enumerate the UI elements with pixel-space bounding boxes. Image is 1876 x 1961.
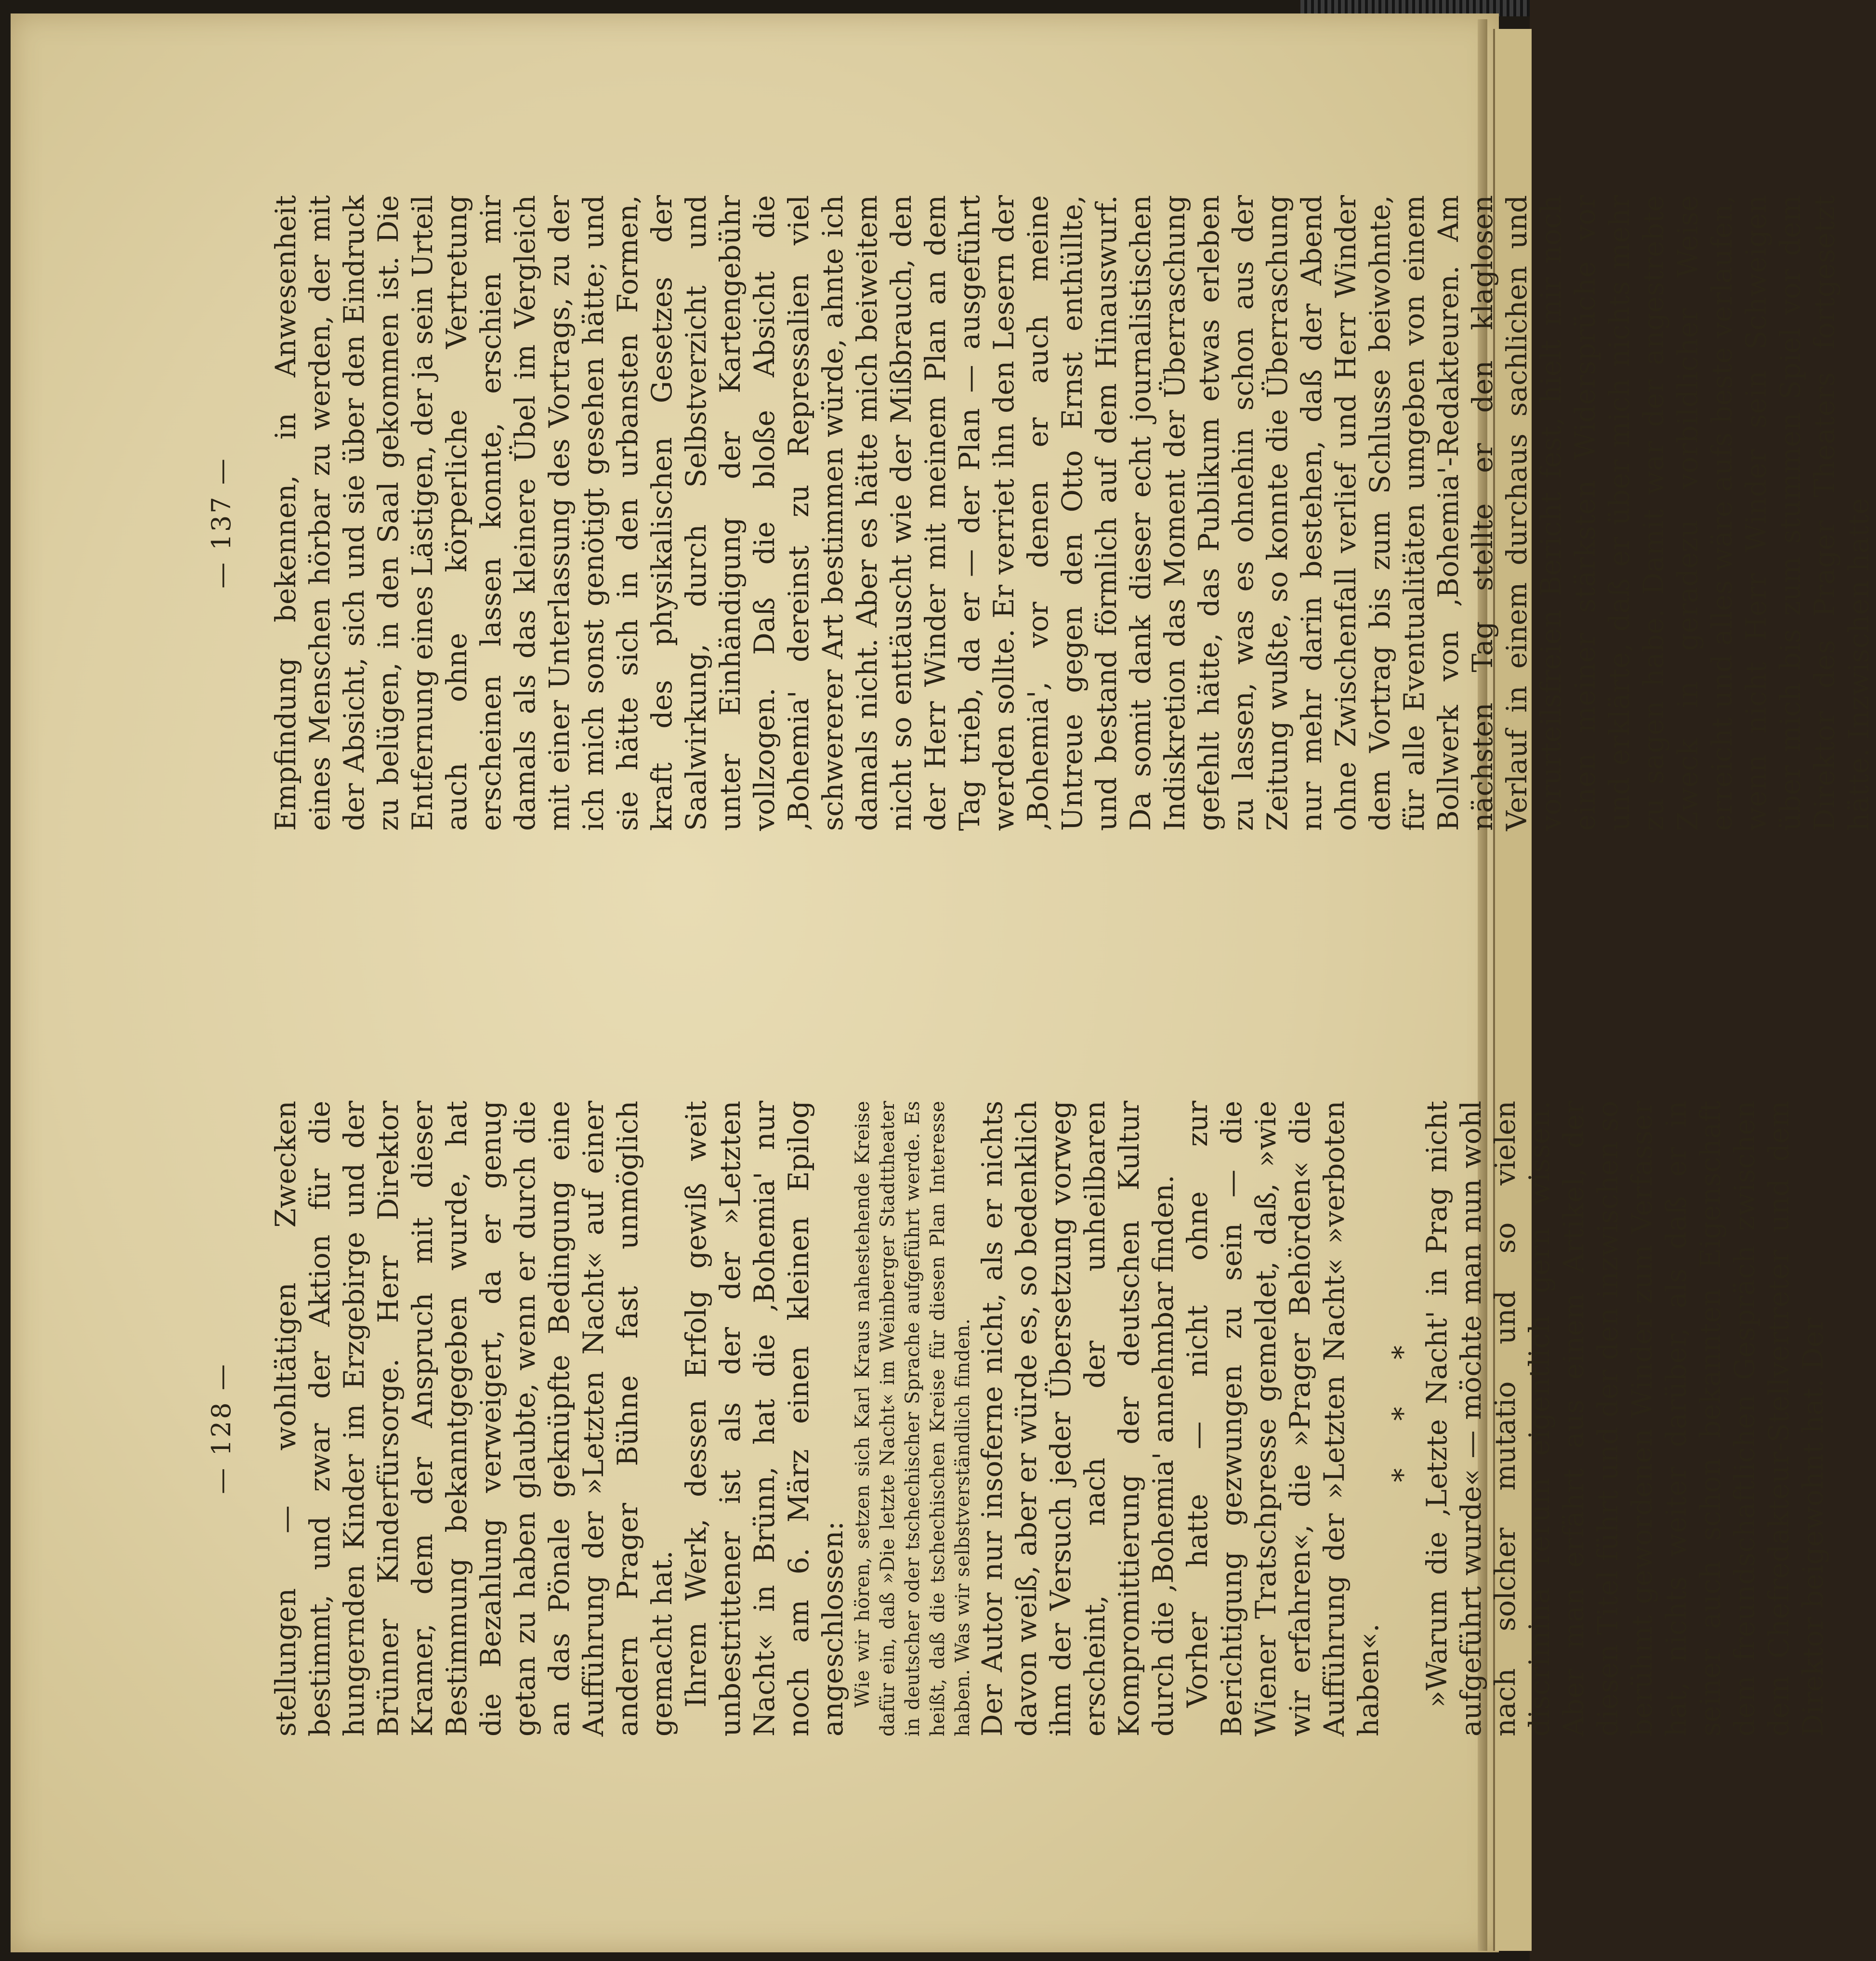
- paragraph: stellungen — wohltätigen Zwecken bestimmt, und zwar der Aktion für die hungernden Kinder im Erzgebirge und der Brünner Kinderfürsorge. Herr Direktor Kramer, dem der Anspruch mit dieser Bestimmung bekanntgegeben wurde, hat die Bezahlung verweigert, da er genug getan zu haben glaubte, wenn er durch die an das Pönale geknüpfte Bedingung eine Aufführung der »Letzten Nacht« auf einer andern Prager Bühne fast unmöglich gemacht hat.: [269, 1101, 678, 1737]
- right-page: [66, 161, 1875, 884]
- quoted-notice: Wie wir hören, setzen sich Karl Kraus nahestehende Kreise dafür ein, daß »Die letzte Nacht« im Weinberger Stadttheater in deutscher oder tschechischer Sprache aufgeführt werde. Es heißt, daß die tschechischen Kreise für diesen Plan Interesse haben. Was wir selbstverständlich finden.: [852, 1101, 974, 1737]
- right-page-body: [269, 195, 1876, 831]
- rotated-text-spread: [66, 26, 1875, 1934]
- paragraph: Ihrem Werk, dessen Erfolg gewiß weit unbestrittener ist als der der »Letzten Nacht« in Brünn, hat die ‚Bohemia' nur noch am 6. März einen kleinen Epilog angeschlossen:: [680, 1101, 849, 1737]
- left-page: [66, 1067, 1829, 1790]
- paragraph: »Warum die ‚Letzte Nacht' in Prag nicht aufgeführt wurde« — möchte man nun wohl nach solcher mutatio und so vielen discrimina rerum eigentlich gern wissen. Aber man erfährt aus einem Artikel, der diesen Titel führt und der den inzwischen so berühmt gewordenen Winder zum Verfasser hat, nichts weiter darüber, als daß er in seiner auch schon bekannten Eigenschaft dem freundschaftlichen Gespräch zwischen dem Chefredakteur-Stellvertreter und dem Direktor beigewohnt hat. Der: [1420, 1101, 1829, 1737]
- page-number-right: — 137 —: [206, 457, 236, 589]
- left-page-body: [269, 1101, 1830, 1737]
- paragraph: Der Autor nur insoferne nicht, als er nichts davon weiß, aber er würde es, so bedenklich ihm der Versuch jeder Übersetzung vorweg erscheint, nach der unheilbaren Kompromittierung der deutschen Kultur durch die ‚Bohemia' annehmbar finden.: [976, 1101, 1180, 1737]
- page-number-left: — 128 —: [206, 1362, 236, 1494]
- section-divider: * * *: [1386, 1326, 1419, 1482]
- paragraph: Empfindung bekennen, in Anwesenheit eines Menschen hörbar zu werden, der mit der Absicht, sich und sie über den Eindruck zu belügen, in den Saal gekommen ist. Die Entfernung eines Lästigen, der ja sein Urteil auch ohne körperliche Vertretung erscheinen lassen konnte, erschien mir damals als das kleinere Übel im Vergleich mit einer Unterlassung des Vortrags, zu der ich mich sonst genötigt gesehen hätte; und sie hätte sich in den urbansten Formen, kraft des physikalischen Gesetzes der Saalwirkung, durch Selbstverzicht und unter Einhändigung der Kartengebühr vollzogen. Daß die bloße Absicht die ‚Bohemia' dereinst zu Repressalien viel schwererer Art bestimmen würde, ahnte ich damals nicht. Aber es hätte mich beiweitem nicht so enttäuscht wie der Mißbrauch, den der Herr Winder mit meinem Plan an dem Tag trieb, da er — der Plan — ausgeführt werden sollte. Er verriet ihn den Lesern der ‚Bohemia', vor denen er auch meine Untreue gegen den Otto Ernst enthüllte, und bestand förmlich auf dem Hinauswurf. Da somit dank dieser echt journalistischen Indiskretion das Moment der Überraschung gefehlt hätte, das Publikum etwas erleben zu lassen, was es ohnehin schon aus der Zeitung wußte, so konnte die Überraschung nur mehr darin bestehen, daß der Abend ohne Zwischenfall verlief und Herr Winder dem Vortrag bis zum Schlusse beiwohnte, für alle Eventualitäten umgeben von einem Bollwerk von ‚Bohemia'-Redakteuren. Am nächsten Tag stellte er den klaglosen Verlauf in einem durchaus sachlichen und vorurteilsfreien Bericht fest, hielt mir noch einen meiner stärksten Widersprüche vor und erklärte, daß er über mich nichts mehr zu sagen habe. Damit war der angestrebte Zweck in geradezu vorbildlicher Weise erreicht und alles wäre aufs beste verlaufen, wenn nicht Herr Winder sein Schweigen über mich bis zum stummen Spiel vor dem Direktor des Prager Theaters fortgesetzt hätte. Inzwischen hatte: [269, 195, 1875, 831]
- paragraph: Vorher hatte — nicht ohne zur Berichtigung gezwungen zu sein — die Wiener Tratschpresse gemeldet, daß, »wie wir erfahren«, die »Prager Behörden« die Aufführung der »Letzten Nacht« »verboten haben«.: [1181, 1101, 1385, 1737]
